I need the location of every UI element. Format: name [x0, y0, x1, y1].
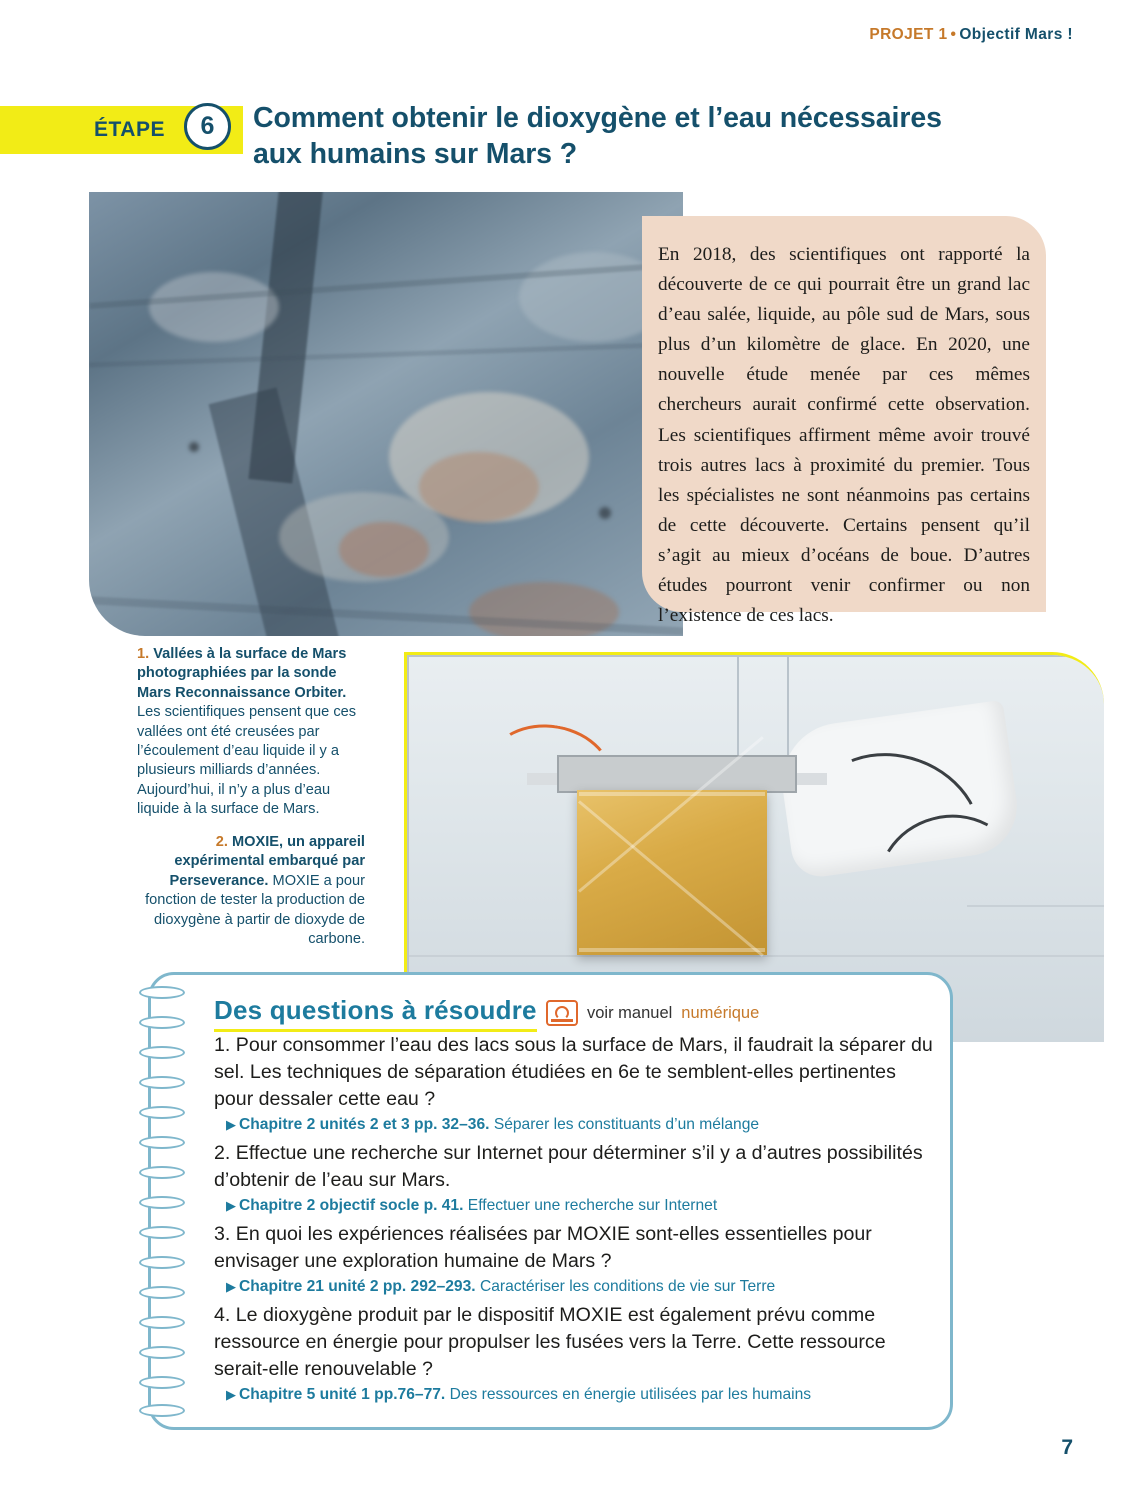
- reference-rest: Des ressources en énergie utilisées par les humains: [449, 1386, 812, 1404]
- reference-bold: Chapitre 2 unités 2 et 3 pp. 32–36.: [239, 1116, 490, 1134]
- figure-2-caption: [137, 833, 365, 949]
- step-number-badge: 6: [184, 103, 231, 150]
- moxie-gold-box: [577, 790, 767, 955]
- question-item: [214, 1032, 939, 1134]
- figure-1-number: 1.: [137, 646, 150, 662]
- mars-surface-photo: [89, 192, 683, 636]
- step-label: ÉTAPE: [94, 118, 165, 141]
- figure-2-caption-rest: MOXIE a pour fonction de tester la production de dioxygène à partir de dioxyde de carbone.: [145, 872, 365, 948]
- digital-manual-prefix: voir manuel: [587, 1003, 673, 1022]
- header-project-label: PROJET 1: [869, 26, 948, 43]
- figure-1-caption-rest: Les scientifiques pensent que ces vallées ont été creusées par l’écoulement d’eau liquide il y a plusieurs milliards d’années. Aujourd’hui, il n’y a plus d’eau liquide à la surface de Mars.: [137, 704, 357, 818]
- intro-text-panel: [642, 216, 1046, 627]
- question-reference[interactable]: [214, 1386, 939, 1404]
- reference-arrow-icon: ▶: [226, 1279, 236, 1295]
- question-reference[interactable]: [214, 1197, 939, 1215]
- notebook-spiral-binding: [139, 980, 199, 1422]
- question-text: 1. Pour consommer l’eau des lacs sous la surface de Mars, il faudrait la séparer du sel. Les techniques de séparation étudiées en 6e te semblent-elles pertinentes pour dessaler cette eau ?: [214, 1034, 933, 1111]
- digital-manual-link[interactable]: [546, 1000, 759, 1026]
- questions-list: [214, 1032, 939, 1410]
- page-number: 7: [1061, 1436, 1073, 1459]
- reference-rest: Séparer les constituants d’un mélange: [493, 1116, 760, 1134]
- question-item: [214, 1140, 939, 1215]
- question-item: [214, 1302, 939, 1404]
- reference-bold: Chapitre 2 objectif socle p. 41.: [239, 1197, 464, 1215]
- question-reference[interactable]: [214, 1278, 939, 1296]
- reference-bold: Chapitre 5 unité 1 pp.76–77.: [239, 1386, 446, 1404]
- figure-2-caption-bold: MOXIE, un appareil expérimental embarqué par Perseverance.: [169, 834, 365, 889]
- digital-manual-icon: [546, 1000, 578, 1026]
- question-item: [214, 1221, 939, 1296]
- question-reference[interactable]: [214, 1116, 939, 1134]
- reference-arrow-icon: ▶: [226, 1387, 236, 1403]
- question-text: 4. Le dioxygène produit par le dispositif MOXIE est également prévu comme ressource en énergie pour propulser les fusées vers la Terre. Cette ressource serait-elle renouvelable ?: [214, 1304, 886, 1381]
- figure-2-number: 2.: [215, 834, 228, 850]
- digital-manual-word: numérique: [681, 1003, 760, 1022]
- page-header: [869, 26, 1073, 44]
- question-text: 3. En quoi les expériences réalisées par MOXIE sont-elles essentielles pour envisager une exploration humaine de Mars ?: [214, 1223, 872, 1273]
- reference-bold: Chapitre 21 unité 2 pp. 292–293.: [239, 1278, 476, 1296]
- figure-1-caption-bold: Vallées à la surface de Mars photographiées par la sonde Mars Reconnaissance Orbiter.: [137, 646, 347, 701]
- intro-paragraph: En 2018, des scientifiques ont rapporté la découverte de ce qui pourrait être un grand lac d’eau salée, liquide, au pôle sud de Mars, sous plus d’un kilomètre de glace. En 2020, une nouvelle étude menée par ces mêmes chercheurs aurait confirmé cette observation. Les scientifiques affirment même avoir trouvé trois autres lacs à proximité du premier. Tous les spécialistes ne sont néanmoins pas certains de cette découverte. Certains pensent qu’il s’agit au mieux d’océans de boue. D’autres études pourront venir confirmer ou non l’existence de ces lacs.: [658, 244, 1030, 627]
- reference-rest: Effectuer une recherche sur Internet: [467, 1197, 718, 1215]
- question-text: 2. Effectue une recherche sur Internet pour déterminer s’il y a d’autres possibilités d’obtenir de l’eau sur Mars.: [214, 1142, 923, 1192]
- reference-arrow-icon: ▶: [226, 1198, 236, 1214]
- questions-title: Des questions à résoudre: [214, 995, 537, 1032]
- page-title: Comment obtenir le dioxygène et l’eau nécessaires aux humains sur Mars ?: [253, 102, 942, 171]
- header-separator: •: [950, 26, 957, 43]
- figure-1-caption: [137, 645, 365, 820]
- header-objective-label: Objectif Mars !: [959, 26, 1073, 43]
- reference-arrow-icon: ▶: [226, 1117, 236, 1133]
- reference-rest: Caractériser les conditions de vie sur Terre: [479, 1278, 776, 1296]
